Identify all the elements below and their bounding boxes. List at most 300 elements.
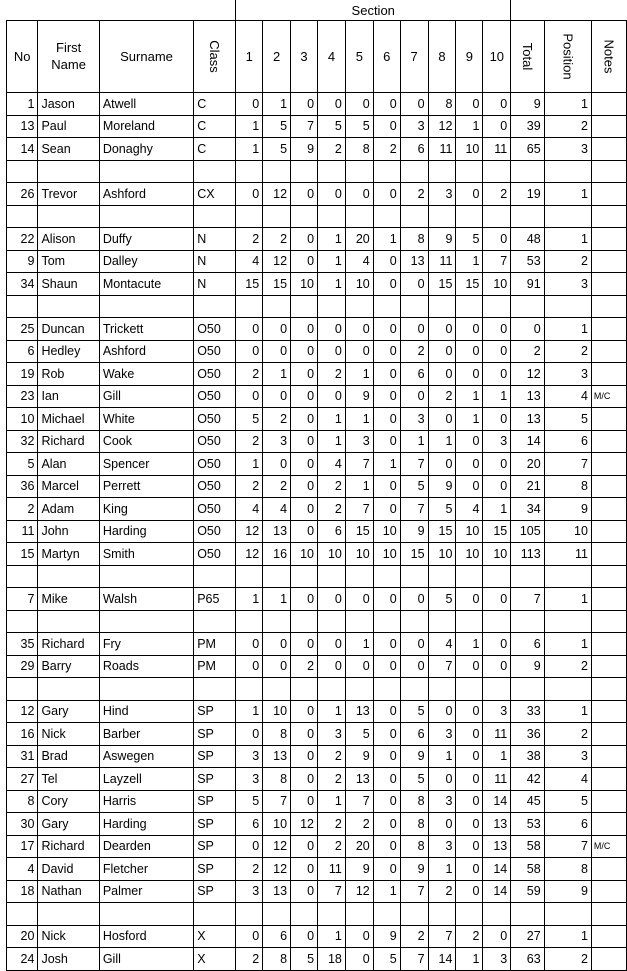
section-1-score: 0 — [236, 925, 263, 948]
position: 7 — [544, 453, 591, 476]
section-8-score: 3 — [428, 790, 456, 813]
table-row — [7, 273, 627, 296]
rider-number: 27 — [7, 768, 38, 791]
empty-cell — [38, 295, 99, 318]
rider-number: 16 — [7, 723, 38, 746]
rider-number: 36 — [7, 475, 38, 498]
section-1-score: 6 — [236, 813, 263, 836]
empty-cell — [194, 565, 236, 588]
section-8-score: 11 — [428, 250, 456, 273]
section-3-score: 0 — [291, 768, 318, 791]
section-9-score: 0 — [456, 93, 483, 116]
rider-number: 32 — [7, 430, 38, 453]
table-row — [7, 520, 627, 543]
section-7-score: 7 — [400, 948, 428, 971]
class: O50 — [194, 543, 236, 566]
table-row — [7, 498, 627, 521]
class: PM — [194, 655, 236, 678]
class-header-label: Class — [207, 39, 223, 73]
empty-cell — [544, 295, 591, 318]
section-3-score: 0 — [291, 633, 318, 656]
empty-cell — [318, 565, 346, 588]
empty-cell — [544, 205, 591, 228]
section-2-score: 2 — [263, 228, 291, 251]
empty-cell — [291, 160, 318, 183]
group-separator-row — [7, 160, 627, 183]
rider-number: 31 — [7, 745, 38, 768]
section-6-score: 1 — [373, 228, 400, 251]
section-10-score: 3 — [483, 948, 511, 971]
rider-number: 20 — [7, 925, 38, 948]
notes — [591, 700, 626, 723]
class: SP — [194, 745, 236, 768]
section-9-score: 1 — [456, 250, 483, 273]
position: 6 — [544, 813, 591, 836]
section-9-header: 9 — [456, 21, 483, 93]
empty-cell — [456, 205, 483, 228]
section-3-score: 0 — [291, 925, 318, 948]
section-7-score: 0 — [400, 588, 428, 611]
section-1-score: 1 — [236, 453, 263, 476]
section-5-header: 5 — [345, 21, 373, 93]
section-10-score: 1 — [483, 385, 511, 408]
section-5-score: 9 — [345, 858, 373, 881]
notes: M/C — [591, 385, 626, 408]
section-6-score: 0 — [373, 93, 400, 116]
section-4-score: 6 — [318, 520, 346, 543]
empty-cell — [7, 610, 38, 633]
total-score: 9 — [511, 655, 544, 678]
section-4-score: 10 — [318, 543, 346, 566]
section-5-score: 7 — [345, 790, 373, 813]
section-6-score: 2 — [373, 138, 400, 161]
notes-header-label: Notes — [601, 39, 617, 74]
empty-cell — [428, 565, 456, 588]
empty-cell — [345, 565, 373, 588]
section-1-score: 2 — [236, 430, 263, 453]
first-name: Gary — [38, 700, 99, 723]
position: 1 — [544, 588, 591, 611]
empty-cell — [236, 565, 263, 588]
section-9-score: 0 — [456, 700, 483, 723]
empty-cell — [373, 295, 400, 318]
table-row — [7, 228, 627, 251]
section-1-score: 3 — [236, 768, 263, 791]
empty-cell — [483, 678, 511, 701]
empty-cell — [345, 678, 373, 701]
empty-cell — [38, 565, 99, 588]
empty-cell — [291, 565, 318, 588]
section-8-score: 2 — [428, 880, 456, 903]
table-row — [7, 138, 627, 161]
section-5-score: 0 — [345, 183, 373, 206]
section-7-score: 5 — [400, 475, 428, 498]
section-10-score: 0 — [483, 453, 511, 476]
table-row — [7, 183, 627, 206]
empty-cell — [263, 610, 291, 633]
position: 5 — [544, 790, 591, 813]
section-3-score: 10 — [291, 543, 318, 566]
section-3-score: 0 — [291, 93, 318, 116]
notes — [591, 948, 626, 971]
section-5-score: 3 — [345, 430, 373, 453]
section-6-score: 0 — [373, 475, 400, 498]
surname: Cook — [99, 430, 193, 453]
section-4-score: 2 — [318, 768, 346, 791]
empty-cell — [99, 903, 193, 926]
section-7-score: 8 — [400, 228, 428, 251]
empty-cell — [236, 678, 263, 701]
section-3-score: 0 — [291, 318, 318, 341]
section-6-header: 6 — [373, 21, 400, 93]
first-name: Michael — [38, 408, 99, 431]
empty-cell — [194, 295, 236, 318]
notes — [591, 273, 626, 296]
class: SP — [194, 700, 236, 723]
first-name: Rob — [38, 363, 99, 386]
section-2-score: 15 — [263, 273, 291, 296]
notes: M/C — [591, 835, 626, 858]
first-name: Ian — [38, 385, 99, 408]
first-name: Adam — [38, 498, 99, 521]
first-name: John — [38, 520, 99, 543]
section-9-score: 0 — [456, 588, 483, 611]
first-name: Tel — [38, 768, 99, 791]
empty-cell — [544, 610, 591, 633]
empty-cell — [544, 565, 591, 588]
section-5-score: 8 — [345, 138, 373, 161]
rider-number: 7 — [7, 588, 38, 611]
section-8-score: 3 — [428, 835, 456, 858]
first-name: Barry — [38, 655, 99, 678]
rider-number: 23 — [7, 385, 38, 408]
empty-cell — [511, 205, 544, 228]
section-9-score: 0 — [456, 880, 483, 903]
total-score: 58 — [511, 858, 544, 881]
class: SP — [194, 858, 236, 881]
empty-cell — [544, 678, 591, 701]
section-7-score: 3 — [400, 115, 428, 138]
surname: King — [99, 498, 193, 521]
rider-number: 8 — [7, 790, 38, 813]
rider-number: 30 — [7, 813, 38, 836]
section-6-score: 0 — [373, 588, 400, 611]
surname: Harding — [99, 520, 193, 543]
empty-cell — [291, 903, 318, 926]
empty-cell — [99, 565, 193, 588]
surname: Gill — [99, 385, 193, 408]
surname: Roads — [99, 655, 193, 678]
surname: Moreland — [99, 115, 193, 138]
section-1-score: 2 — [236, 475, 263, 498]
empty-cell — [236, 903, 263, 926]
group-separator-row — [7, 903, 627, 926]
section-9-score: 0 — [456, 318, 483, 341]
section-10-score: 0 — [483, 588, 511, 611]
empty-cell — [263, 205, 291, 228]
section-10-score: 0 — [483, 93, 511, 116]
section-2-score: 13 — [263, 520, 291, 543]
section-6-score: 0 — [373, 498, 400, 521]
rider-number: 14 — [7, 138, 38, 161]
section-1-score: 2 — [236, 948, 263, 971]
position: 2 — [544, 655, 591, 678]
class: CX — [194, 183, 236, 206]
section-7-score: 9 — [400, 520, 428, 543]
empty-cell — [236, 295, 263, 318]
empty-cell — [591, 678, 626, 701]
section-8-score: 0 — [428, 318, 456, 341]
empty-cell — [345, 160, 373, 183]
empty-cell — [400, 295, 428, 318]
section-6-score: 0 — [373, 700, 400, 723]
section-3-score: 10 — [291, 273, 318, 296]
surname: White — [99, 408, 193, 431]
table-row — [7, 363, 627, 386]
empty-cell — [318, 610, 346, 633]
section-8-score: 14 — [428, 948, 456, 971]
section-7-score: 6 — [400, 138, 428, 161]
position: 1 — [544, 925, 591, 948]
notes — [591, 183, 626, 206]
position: 4 — [544, 768, 591, 791]
section-1-score: 2 — [236, 363, 263, 386]
empty-cell — [591, 160, 626, 183]
surname: Montacute — [99, 273, 193, 296]
class-header — [194, 21, 236, 93]
surname: Donaghy — [99, 138, 193, 161]
empty-cell — [400, 610, 428, 633]
table-row — [7, 790, 627, 813]
table-row — [7, 655, 627, 678]
empty-cell — [428, 295, 456, 318]
first-name: Nathan — [38, 880, 99, 903]
section-3-score: 0 — [291, 880, 318, 903]
rider-number: 22 — [7, 228, 38, 251]
section-1-score: 0 — [236, 318, 263, 341]
section-7-score: 9 — [400, 858, 428, 881]
section-5-score: 7 — [345, 453, 373, 476]
section-5-score: 13 — [345, 700, 373, 723]
first-name: Shaun — [38, 273, 99, 296]
empty-cell — [318, 160, 346, 183]
section-10-score: 0 — [483, 115, 511, 138]
section-5-score: 5 — [345, 723, 373, 746]
class: C — [194, 115, 236, 138]
notes — [591, 93, 626, 116]
total-score: 6 — [511, 633, 544, 656]
section-10-score: 0 — [483, 340, 511, 363]
section-2-score: 13 — [263, 745, 291, 768]
first-name: Cory — [38, 790, 99, 813]
rider-number: 10 — [7, 408, 38, 431]
section-4-score: 1 — [318, 408, 346, 431]
section-3-score: 0 — [291, 183, 318, 206]
section-4-score: 1 — [318, 430, 346, 453]
section-3-score: 0 — [291, 228, 318, 251]
section-10-score: 0 — [483, 655, 511, 678]
total-score: 42 — [511, 768, 544, 791]
total-score: 48 — [511, 228, 544, 251]
section-6-score: 0 — [373, 835, 400, 858]
notes — [591, 430, 626, 453]
section-1-score: 1 — [236, 115, 263, 138]
section-6-score: 1 — [373, 453, 400, 476]
surname: Aswegen — [99, 745, 193, 768]
total-score: 58 — [511, 835, 544, 858]
class: O50 — [194, 340, 236, 363]
section-8-score: 11 — [428, 138, 456, 161]
table-row — [7, 430, 627, 453]
section-2-score: 12 — [263, 835, 291, 858]
section-10-score: 13 — [483, 813, 511, 836]
section-2-score: 0 — [263, 385, 291, 408]
notes — [591, 880, 626, 903]
section-8-score: 9 — [428, 475, 456, 498]
first-name: Nick — [38, 723, 99, 746]
total-score: 20 — [511, 453, 544, 476]
section-9-score: 0 — [456, 790, 483, 813]
section-9-score: 0 — [456, 745, 483, 768]
section-9-score: 1 — [456, 115, 483, 138]
total-score: 36 — [511, 723, 544, 746]
table-row — [7, 115, 627, 138]
section-5-score: 10 — [345, 273, 373, 296]
empty-cell — [7, 903, 38, 926]
notes — [591, 475, 626, 498]
section-3-score: 5 — [291, 948, 318, 971]
surname: Spencer — [99, 453, 193, 476]
section-6-score: 0 — [373, 115, 400, 138]
first-name: Josh — [38, 948, 99, 971]
total-header-label: Total — [519, 42, 535, 70]
section-9-score: 0 — [456, 858, 483, 881]
empty-cell — [291, 205, 318, 228]
position: 3 — [544, 745, 591, 768]
empty-cell — [7, 160, 38, 183]
notes — [591, 588, 626, 611]
section-1-score: 12 — [236, 543, 263, 566]
section-10-score: 3 — [483, 430, 511, 453]
section-9-score: 0 — [456, 768, 483, 791]
empty-cell — [194, 160, 236, 183]
section-7-score: 0 — [400, 318, 428, 341]
empty-cell — [291, 610, 318, 633]
section-4-score: 1 — [318, 700, 346, 723]
section-5-score: 0 — [345, 655, 373, 678]
class: O50 — [194, 363, 236, 386]
notes — [591, 453, 626, 476]
surname: Layzell — [99, 768, 193, 791]
section-5-score: 1 — [345, 475, 373, 498]
empty-cell — [483, 565, 511, 588]
section-2-score: 4 — [263, 498, 291, 521]
class: SP — [194, 790, 236, 813]
rider-number: 9 — [7, 250, 38, 273]
position: 8 — [544, 475, 591, 498]
class: SP — [194, 723, 236, 746]
section-6-score: 0 — [373, 813, 400, 836]
empty-cell — [483, 610, 511, 633]
section-9-score: 0 — [456, 183, 483, 206]
surname: Fry — [99, 633, 193, 656]
empty-cell — [99, 610, 193, 633]
first-name: Nick — [38, 925, 99, 948]
section-9-score: 0 — [456, 363, 483, 386]
section-4-score: 1 — [318, 790, 346, 813]
section-8-score: 0 — [428, 340, 456, 363]
position: 5 — [544, 408, 591, 431]
surname: Dalley — [99, 250, 193, 273]
position: 2 — [544, 948, 591, 971]
rider-number: 6 — [7, 340, 38, 363]
position: 1 — [544, 93, 591, 116]
empty-cell — [591, 903, 626, 926]
section-4-score: 0 — [318, 318, 346, 341]
surname: Ashford — [99, 183, 193, 206]
table-row — [7, 408, 627, 431]
section-7-score: 15 — [400, 543, 428, 566]
section-2-score: 16 — [263, 543, 291, 566]
empty-cell — [511, 160, 544, 183]
empty-cell — [400, 205, 428, 228]
section-4-score: 2 — [318, 138, 346, 161]
section-7-score: 2 — [400, 183, 428, 206]
section-3-score: 0 — [291, 385, 318, 408]
section-5-score: 0 — [345, 340, 373, 363]
first-name: Trevor — [38, 183, 99, 206]
empty-cell — [428, 903, 456, 926]
total-score: 33 — [511, 700, 544, 723]
class: O50 — [194, 498, 236, 521]
rider-number: 18 — [7, 880, 38, 903]
section-10-score: 1 — [483, 745, 511, 768]
rider-number: 5 — [7, 453, 38, 476]
section-7-score: 6 — [400, 363, 428, 386]
section-10-score: 0 — [483, 925, 511, 948]
section-8-score: 0 — [428, 363, 456, 386]
section-1-score: 1 — [236, 700, 263, 723]
section-10-score: 7 — [483, 250, 511, 273]
empty-cell — [318, 205, 346, 228]
section-2-score: 5 — [263, 138, 291, 161]
total-score: 27 — [511, 925, 544, 948]
section-8-header: 8 — [428, 21, 456, 93]
section-10-score: 0 — [483, 633, 511, 656]
section-8-score: 0 — [428, 408, 456, 431]
section-5-score: 5 — [345, 115, 373, 138]
empty-cell — [456, 903, 483, 926]
class: N — [194, 250, 236, 273]
section-8-score: 0 — [428, 813, 456, 836]
position: 7 — [544, 835, 591, 858]
section-10-score: 15 — [483, 520, 511, 543]
empty-cell — [456, 610, 483, 633]
position: 1 — [544, 228, 591, 251]
table-row — [7, 588, 627, 611]
total-score: 45 — [511, 790, 544, 813]
table-row — [7, 858, 627, 881]
position: 1 — [544, 183, 591, 206]
empty-cell — [511, 565, 544, 588]
section-4-score: 0 — [318, 633, 346, 656]
table-row — [7, 93, 627, 116]
section-5-score: 10 — [345, 543, 373, 566]
section-7-header: 7 — [400, 21, 428, 93]
section-8-score: 3 — [428, 183, 456, 206]
class: P65 — [194, 588, 236, 611]
position: 9 — [544, 498, 591, 521]
